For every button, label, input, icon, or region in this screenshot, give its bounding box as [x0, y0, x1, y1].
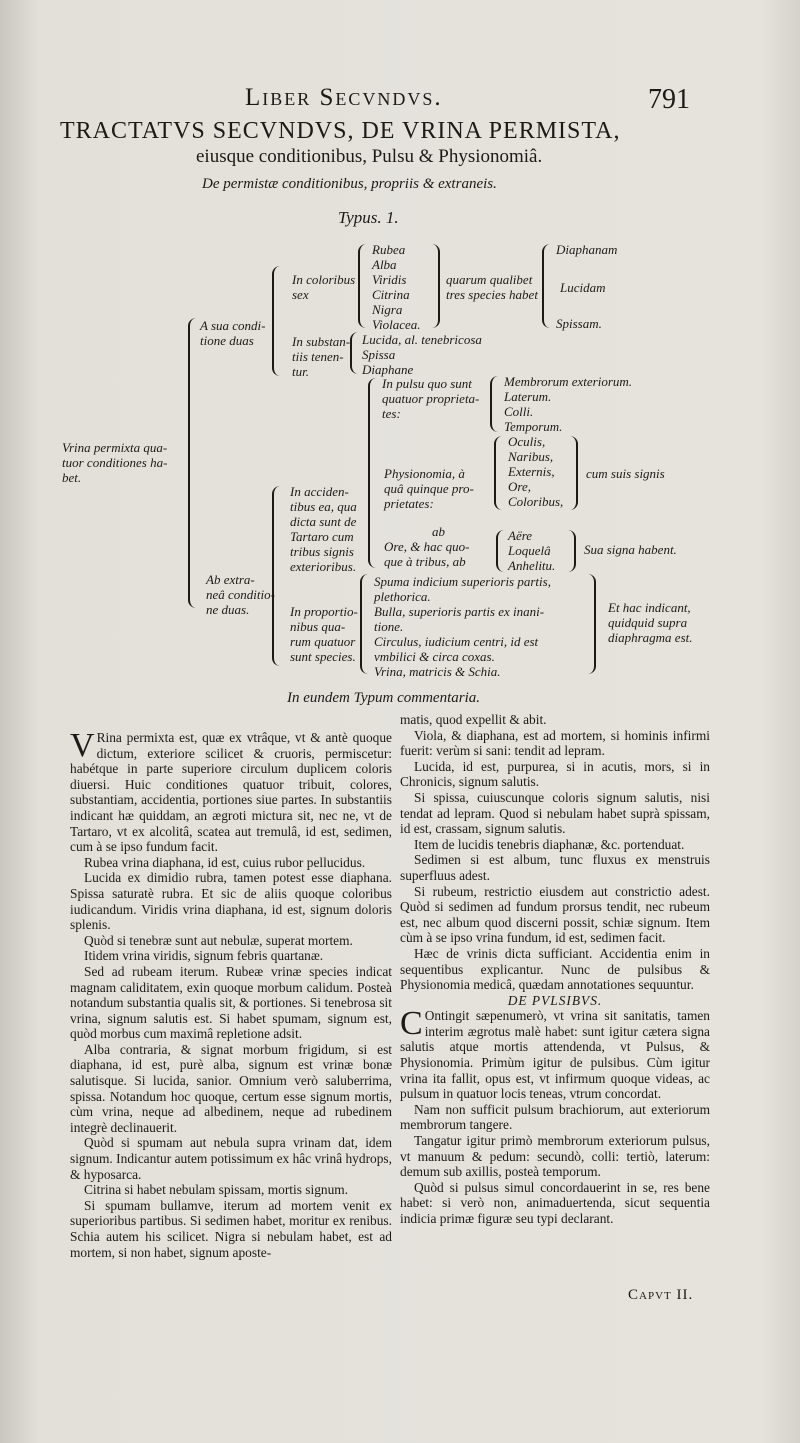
tree-prop-items: Spuma indicium superioris partis, plethorica. Bulla, superioris partis ex inani- tione. Circulus, iudicium centri, id est vmbilici & circa coxas. Vrina, matricis & Schia.: [374, 574, 551, 679]
right-column: [400, 712, 710, 1227]
tree-ore-items: Aëre Loquelâ Anhelitu.: [508, 528, 556, 573]
tree-physio-items: Oculis, Naribus, Externis, Ore, Coloribus,: [508, 434, 564, 509]
paragraph: Nam non sufficit pulsum brachiorum, aut exteriorum membrorum tangere.: [400, 1101, 710, 1133]
paragraph: Lucida ex dimidio rubra, tamen potest esse diaphana. Spissa saturatè rubra. Et sic de aliis quoque coloribus iudicandum. Viridis vrina diaphana, id est, signum doloris splenis.: [70, 870, 392, 933]
brace-propria: [272, 266, 284, 376]
paragraph: Lucida, id est, purpurea, si in acutis, mors, si in Chronicis, signum salutis.: [400, 758, 710, 790]
tree-coloribus: In coloribus sex: [292, 272, 356, 302]
brace-prop-close: [584, 574, 596, 674]
brace-accidentibus: [368, 378, 380, 568]
brace-substantiae: [350, 332, 362, 374]
left-first-paragraph: V Rina permixta est, quæ ex vtrâque, vt & antè quoque dictum, exteriore scilicet & cruoris, permiscetur: habétque in parte superiore circulum duplicem coloris diuersi. Huic conditiones quatuor tribuit, colores, substantiam, accidentia, portiones siue partes. In substantiis indicant hæ quiddam, an ægroti mictura sit, nec ne, vt de Tartaro, vt ex alcolitâ, scatea aut tremulâ, id est, sedimen, cum à se ipso fundum facit.: [70, 727, 392, 855]
brace-proportionibus: [360, 574, 372, 674]
brace-pulsu: [490, 376, 502, 432]
drop-cap: C: [400, 1005, 423, 1043]
brace-extranea: [272, 486, 284, 666]
typus-label: Typus. 1.: [338, 208, 399, 227]
tract-title: TRACTATVS SECVNDVS, DE VRINA PERMISTA,: [60, 118, 621, 144]
paragraph: Sed ad rubeam iterum. Rubeæ vrinæ species indicat magnam caliditatem, exin quoque morbum calidum. Posteà notandum substantia qualis sit, & portiones. Si tenebrosa sit vrina, signum salutis est. Si habet spumam, signum est, quòd morbus cum maximâ repletione adsit.: [70, 963, 392, 1042]
brace-colors-close: [428, 244, 440, 328]
brace-ore-close: [564, 530, 576, 572]
tree-extranea: Ab extra- neâ conditio- ne duas.: [206, 572, 275, 617]
table-caption: De permistæ conditionibus, propriis & extraneis.: [202, 176, 497, 192]
brace-ore: [496, 530, 508, 572]
page-number: 791: [648, 84, 690, 115]
brace-physio: [494, 436, 506, 510]
tree-root: Vrina permixta qua- tuor conditiones ha- bet.: [62, 440, 168, 485]
tree-propria: A sua condi- tione duas: [200, 318, 266, 348]
tree-substantiis: In substan- tiis tenen- tur.: [292, 334, 351, 379]
brace-root: [188, 318, 200, 608]
paragraph: Rubea vrina diaphana, id est, cuius rubor pellucidus.: [84, 854, 366, 870]
paragraph: Si spissa, cuiuscunque coloris signum salutis, nisi tendat ad lepram. Quod si nebulam habet suprà spissam, id est, crassam, signum salutis.: [400, 789, 710, 837]
paragraph: Itidem vrina viridis, signum febris quartanæ.: [84, 948, 324, 964]
tree-species-2: Lucidam: [560, 280, 606, 295]
drop-cap: V: [70, 727, 95, 764]
tree-species-1: Diaphanam: [556, 242, 618, 257]
commentary-heading: In eundem Typum commentaria.: [287, 690, 481, 706]
paragraph: Alba contraria, & signat morbum frigidum, si est diaphana, id est, purè alba, signum est vrinæ bonæ salutisque. Si lucida, sanior. Omnium verò saluberrima, spissa. Notandum hoc quoque, certum esse signum mortis, cùm vrina, neque ad albedinem, neque ad rubedinem integrè declinauerit.: [70, 1041, 392, 1135]
left-column: [70, 727, 392, 1260]
tree-substantiae: Lucida, al. tenebricosa Spissa Diaphane: [362, 332, 482, 377]
catchword: Capvt II.: [628, 1287, 694, 1303]
paragraph: Quòd si pulsus simul concordauerint in se, res bene habet: si verò non, animaduertenda, sicut sequentia indicia primæ figuræ seu typi declarant.: [400, 1179, 710, 1226]
paragraph: Si rubeum, restrictio eiusdem aut constrictio adest. Quòd si sedimen ad fundum prorsus tendit, nec rubeum est, nec album quod discerni possit, schiæ signum. Item cùm à se ipso vrina fundum, id est, sedimen facit.: [400, 883, 710, 946]
tree-colors: Rubea Alba Viridis Citrina Nigra Violacea.: [372, 242, 421, 332]
paragraph: Citrina si habet nebulam spissam, mortis signum.: [84, 1182, 349, 1198]
paragraph: Tangatur igitur primò membrorum exteriorum pulsus, vt manuum & pedum: secundò, colli: tertiò, laterum: demum sub axillis, posteà temporum.: [400, 1133, 710, 1180]
tree-species-3: Spissam.: [556, 316, 602, 331]
tree-physio-result: cum suis signis: [586, 466, 665, 481]
tree-prop-result: Et hac indicant, quidquid supra diaphragma est.: [608, 600, 693, 645]
right-first-paragraph: C Ontingit sæpenumerò, vt vrina sit sanitatis, tamen interim ægrotus malè habet: sunt igitur cætera signa salutis atque mortis attendenda, vt Pulsus, & Physionomia. Primùm igitur de pulsibus. Cùm igitur vrina ita fallit, opus est, vt infirmum quoque videas, ac pulsum in quatuor locis teneas, vtrum concordat.: [400, 1005, 710, 1102]
paragraph: Hæc de vrinis dicta sufficiant. Accidentia enim in sequentibus explicantur. Nunc de pulsibus & Physionomia medicâ, quædam annotationes sequuntur.: [400, 945, 710, 993]
paragraph: matis, quod expellit & abit.: [400, 712, 547, 727]
tree-physio: Physionomia, à quâ quinque pro- prietates:: [384, 466, 474, 511]
paragraph: Item de lucidis tenebris diaphanæ, &c. portenduat.: [414, 836, 685, 852]
tree-pulsu: In pulsu quo sunt quatuor proprieta- tes:: [382, 376, 480, 421]
paragraph: Quòd si tenebræ sunt aut nebulæ, superat mortem.: [84, 932, 353, 948]
section-heading: DE PVLSIBVS.: [507, 992, 603, 1008]
tree-ore: ab Ore, & hac quo- que à tribus, ab: [384, 524, 470, 569]
tract-subtitle: eiusque conditionibus, Pulsu & Physionomiâ.: [196, 146, 543, 167]
tree-qualibet: quarum qualibet tres species habet: [446, 272, 538, 302]
brace-species: [542, 244, 554, 328]
paragraph: Si spumam bullamve, iterum ad mortem venit ex superioribus partibus. Si sedimen habet, moritur ex renibus. Schia autem his scilicet. Nigra si nebulam habet, est ad mortem, si non habet, signum aposte-: [70, 1197, 392, 1260]
paragraph: Quòd si spumam aut nebula supra vrinam dat, idem signum. Indicantur autem potissimum ex hâc vrinâ hydrops, & hyposarca.: [70, 1135, 392, 1182]
paragraph: Sedimen si est album, tunc fluxus ex menstruis superfluus adest.: [400, 852, 710, 883]
tree-proportionibus: In proportio- nibus qua- rum quatuor sunt species.: [290, 604, 358, 664]
tree-ore-result: Sua signa habent.: [584, 542, 677, 557]
tree-pulsu-items: Membrorum exteriorum. Laterum. Colli. Temporum.: [504, 374, 633, 434]
running-title: Liber Secvndvs.: [245, 84, 443, 111]
paragraph: Viola, & diaphana, est ad mortem, si hominis infirmi fuerit: verùm si sani: tendit ad lepram.: [400, 727, 710, 759]
tree-accidentibus: In acciden- tibus ea, qua dicta sunt de Tartaro cum tribus signis exterioribus.: [290, 484, 357, 574]
brace-physio-close: [566, 436, 578, 510]
brace-colors: [358, 244, 370, 328]
